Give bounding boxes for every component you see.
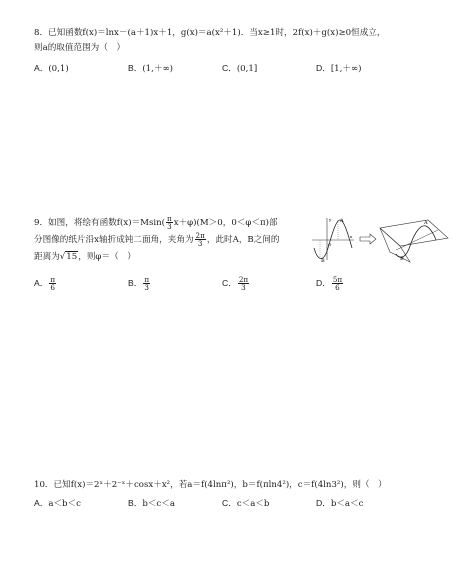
question-10-option-c[interactable]: C．c＜a＜b bbox=[222, 498, 270, 509]
question-9-option-b[interactable]: B． $\frac{\pi}{3}$ bbox=[128, 275, 150, 292]
question-10-option-b[interactable]: B．b＜c＜a bbox=[128, 498, 175, 509]
question-9 bbox=[34, 215, 304, 266]
svg-text:A: A bbox=[424, 220, 428, 226]
question-9-figure bbox=[310, 214, 450, 268]
question-10-option-d[interactable]: D．b＜a＜c bbox=[316, 498, 364, 509]
question-9-option-d[interactable]: D． $\frac{5\pi}{6}$ bbox=[316, 275, 343, 292]
svg-text:B: B bbox=[400, 256, 404, 262]
label-x: x bbox=[350, 234, 353, 239]
question-9-option-c[interactable]: C． $\frac{2\pi}{3}$ bbox=[222, 275, 249, 292]
label-a: A bbox=[340, 218, 344, 224]
sqrt-15: 15 bbox=[66, 252, 78, 262]
question-10 bbox=[34, 478, 444, 493]
arrow-icon bbox=[360, 234, 376, 244]
question-8-stem-line-2: 则a的取值范围为（ ） bbox=[34, 43, 126, 53]
two-pi-over-3-fraction: $\frac{2\pi}{3}$ bbox=[195, 231, 205, 248]
label-y: y bbox=[329, 217, 332, 222]
upper-plane bbox=[380, 220, 448, 246]
fold-diagram bbox=[310, 214, 450, 264]
question-8-option-c[interactable]: C．(0,1] bbox=[222, 63, 258, 74]
sine-curve bbox=[314, 220, 352, 259]
question-10-stem: 10．已知f(x)＝2ˣ＋2⁻ˣ＋cosx＋x²，若a＝f(4lnπ²)，b＝f(πln4²)，c＝f(4ln3²)，则（ ） bbox=[34, 480, 387, 490]
folded-curve bbox=[396, 226, 436, 258]
question-9-stem-line-3: 距离为√15，则φ＝（ ） bbox=[34, 252, 136, 262]
question-9-stem-line-1: 9．如图，将绘有函数f(x)＝Msin( $\frac{\pi}{3}$ x＋φ)(M＞0，0＜φ＜π)部 bbox=[34, 214, 278, 231]
pi-over-3-fraction: $\frac{\pi}{3}$ bbox=[166, 214, 172, 231]
label-b: B bbox=[321, 258, 325, 264]
question-9-option-a[interactable]: A． $\frac{\pi}{6}$ bbox=[34, 275, 56, 292]
label-o: O bbox=[328, 242, 332, 247]
question-8 bbox=[34, 26, 444, 56]
question-8-option-b[interactable]: B．(1,＋∞) bbox=[128, 63, 173, 74]
question-9-stem-line-2: 分图像的纸片沿x轴折成钝二面角，夹角为 $\frac{2\pi}{3}$ ，此时A，B之间的 bbox=[34, 231, 280, 248]
question-8-stem-line-1: 8．已知函数f(x)＝lnx－(a＋1)x＋1，g(x)＝a(x²＋1)．当x≥1时，2f(x)＋g(x)≥0恒成立， bbox=[34, 28, 386, 38]
question-10-option-a[interactable]: A．a＜b＜c bbox=[34, 498, 81, 509]
question-8-option-d[interactable]: D．[1,＋∞) bbox=[316, 63, 362, 74]
question-8-option-a[interactable]: A．(0,1) bbox=[34, 63, 69, 74]
